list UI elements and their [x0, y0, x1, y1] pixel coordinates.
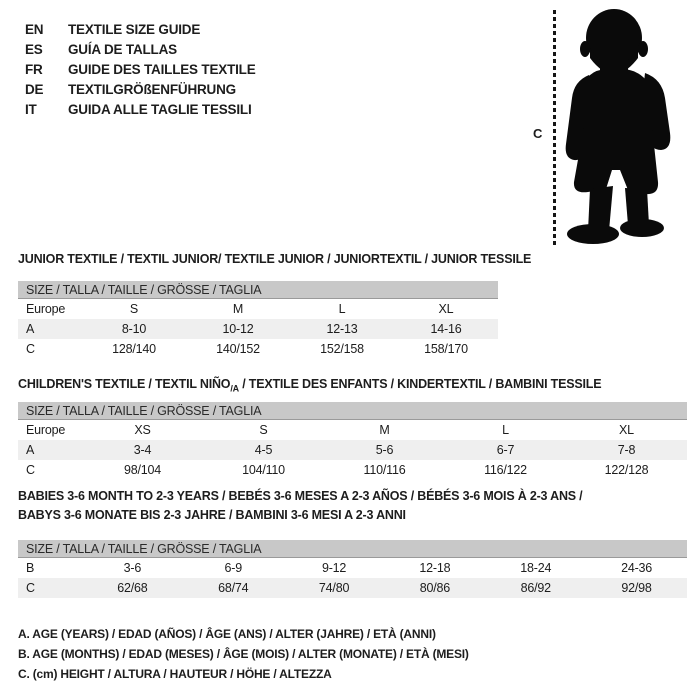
- row-label: Europe: [26, 423, 66, 437]
- height-value: 152/158: [320, 342, 364, 356]
- age-value: 14-16: [430, 322, 462, 336]
- age-value: 4-5: [254, 443, 273, 457]
- language-title: GUIDE DES TAILLES TEXTILE: [68, 62, 256, 77]
- measurement-legend: [18, 624, 469, 684]
- months-value: 18-24: [520, 561, 552, 575]
- row-label: Europe: [26, 302, 66, 316]
- table-row-europe: [18, 420, 687, 440]
- height-value: 128/140: [112, 342, 156, 356]
- babies-size-table: [18, 540, 687, 598]
- language-title: GUÍA DE TALLAS: [68, 42, 177, 57]
- size-value: M: [379, 423, 390, 437]
- section-title-junior: JUNIOR TEXTILE / TEXTIL JUNIOR/ TEXTILE JUNIOR / JUNIORTEXTIL / JUNIOR TESSILE: [18, 252, 532, 266]
- language-row-de: [25, 80, 256, 100]
- age-value: 8-10: [121, 322, 147, 336]
- language-row-it: [25, 100, 256, 120]
- legend-line-a: A. AGE (YEARS) / EDAD (AÑOS) / ÂGE (ANS) / ALTER (JAHRE) / ETÀ (ANNI): [18, 627, 436, 641]
- months-value: 12-18: [419, 561, 451, 575]
- row-label: A: [26, 322, 35, 336]
- row-label: A: [26, 443, 35, 457]
- size-value: XL: [438, 302, 454, 316]
- language-title-list: [25, 20, 256, 120]
- title-subscript: /A: [230, 383, 239, 394]
- months-value: 6-9: [224, 561, 242, 575]
- age-value: 10-12: [222, 322, 254, 336]
- language-row-es: [25, 40, 256, 60]
- height-value: 86/92: [520, 581, 551, 595]
- language-title: GUIDA ALLE TAGLIE TESSILI: [68, 102, 252, 117]
- table-row-age: [18, 440, 687, 460]
- height-value: 158/170: [424, 342, 468, 356]
- height-value: 74/80: [318, 581, 350, 595]
- table-row-age: [18, 319, 498, 339]
- months-value: 9-12: [321, 561, 347, 575]
- row-label: C: [26, 342, 35, 356]
- size-header-bar: SIZE / TALLA / TAILLE / GRÖSSE / TAGLIA: [18, 281, 498, 299]
- table-row-height: [18, 339, 498, 359]
- language-title: TEXTILGRÖßENFÜHRUNG: [68, 82, 236, 97]
- title-part: CHILDREN'S TEXTILE / TEXTIL NIÑO: [18, 377, 231, 391]
- height-value: 122/128: [604, 463, 649, 477]
- language-row-fr: [25, 60, 256, 80]
- age-value: 6-7: [496, 443, 515, 457]
- size-value: L: [502, 423, 509, 437]
- legend-line-c: C. (cm) HEIGHT / ALTURA / HAUTEUR / HÖHE / ALTEZZA: [18, 667, 332, 681]
- size-value: S: [129, 302, 139, 316]
- height-measure-dashed-line: [553, 10, 556, 246]
- height-value: 104/110: [242, 463, 285, 477]
- size-value: M: [232, 302, 244, 316]
- language-title: TEXTILE SIZE GUIDE: [68, 22, 201, 37]
- size-value: XS: [134, 423, 151, 437]
- table-row-height: [18, 460, 687, 480]
- table-row-months: [18, 558, 687, 578]
- table-row-height: [18, 578, 687, 598]
- language-code: FR: [25, 62, 43, 77]
- row-label: C: [26, 581, 35, 595]
- table-row-europe: [18, 299, 498, 319]
- height-value: 68/74: [218, 581, 249, 595]
- height-value: 62/68: [117, 581, 148, 595]
- row-label: C: [26, 463, 35, 477]
- size-value: S: [259, 423, 268, 437]
- row-label: B: [26, 561, 35, 575]
- legend-line-b: B. AGE (MONTHS) / EDAD (MESES) / ÂGE (MOIS) / ALTER (MONATE) / ETÀ (MESI): [18, 647, 469, 661]
- height-value: 92/98: [621, 581, 652, 595]
- age-value: 3-4: [133, 443, 152, 457]
- title-line-2: BABYS 3-6 MONATE BIS 2-3 JAHRE / BAMBINI 3-6 MESI A 2-3 ANNI: [18, 508, 406, 522]
- title-line-1: BABIES 3-6 MONTH TO 2-3 YEARS / BEBÉS 3-6 MESES A 2-3 AÑOS / BÉBÉS 3-6 MOIS À 2-3 ANS /: [18, 489, 583, 503]
- language-code: EN: [25, 22, 44, 37]
- age-value: 5-6: [375, 443, 394, 457]
- height-value: 140/152: [216, 342, 260, 356]
- months-value: 24-36: [621, 561, 653, 575]
- toddler-silhouette-icon: [562, 6, 686, 246]
- language-code: DE: [25, 82, 44, 97]
- language-code: ES: [25, 42, 43, 57]
- size-header-bar: SIZE / TALLA / TAILLE / GRÖSSE / TAGLIA: [18, 402, 687, 420]
- age-value: 12-13: [326, 322, 358, 336]
- size-value: XL: [619, 423, 634, 437]
- height-value: 98/104: [123, 463, 162, 477]
- language-row-en: [25, 20, 256, 40]
- title-part: / TEXTILE DES ENFANTS / KINDERTEXTIL / BAMBINI TESSILE: [238, 377, 602, 391]
- size-value: L: [338, 302, 346, 316]
- months-value: 3-6: [123, 561, 142, 575]
- language-code: IT: [25, 102, 37, 117]
- height-value: 80/86: [419, 581, 451, 595]
- section-title-children: [18, 375, 601, 399]
- section-title-babies: [18, 487, 582, 525]
- children-size-table: [18, 402, 687, 480]
- height-value: 116/122: [484, 463, 527, 477]
- height-value: 110/116: [363, 463, 406, 477]
- height-measure-label: C: [533, 126, 543, 141]
- junior-size-table: [18, 281, 498, 359]
- size-header-bar: SIZE / TALLA / TAILLE / GRÖSSE / TAGLIA: [18, 540, 687, 558]
- age-value: 7-8: [617, 443, 636, 457]
